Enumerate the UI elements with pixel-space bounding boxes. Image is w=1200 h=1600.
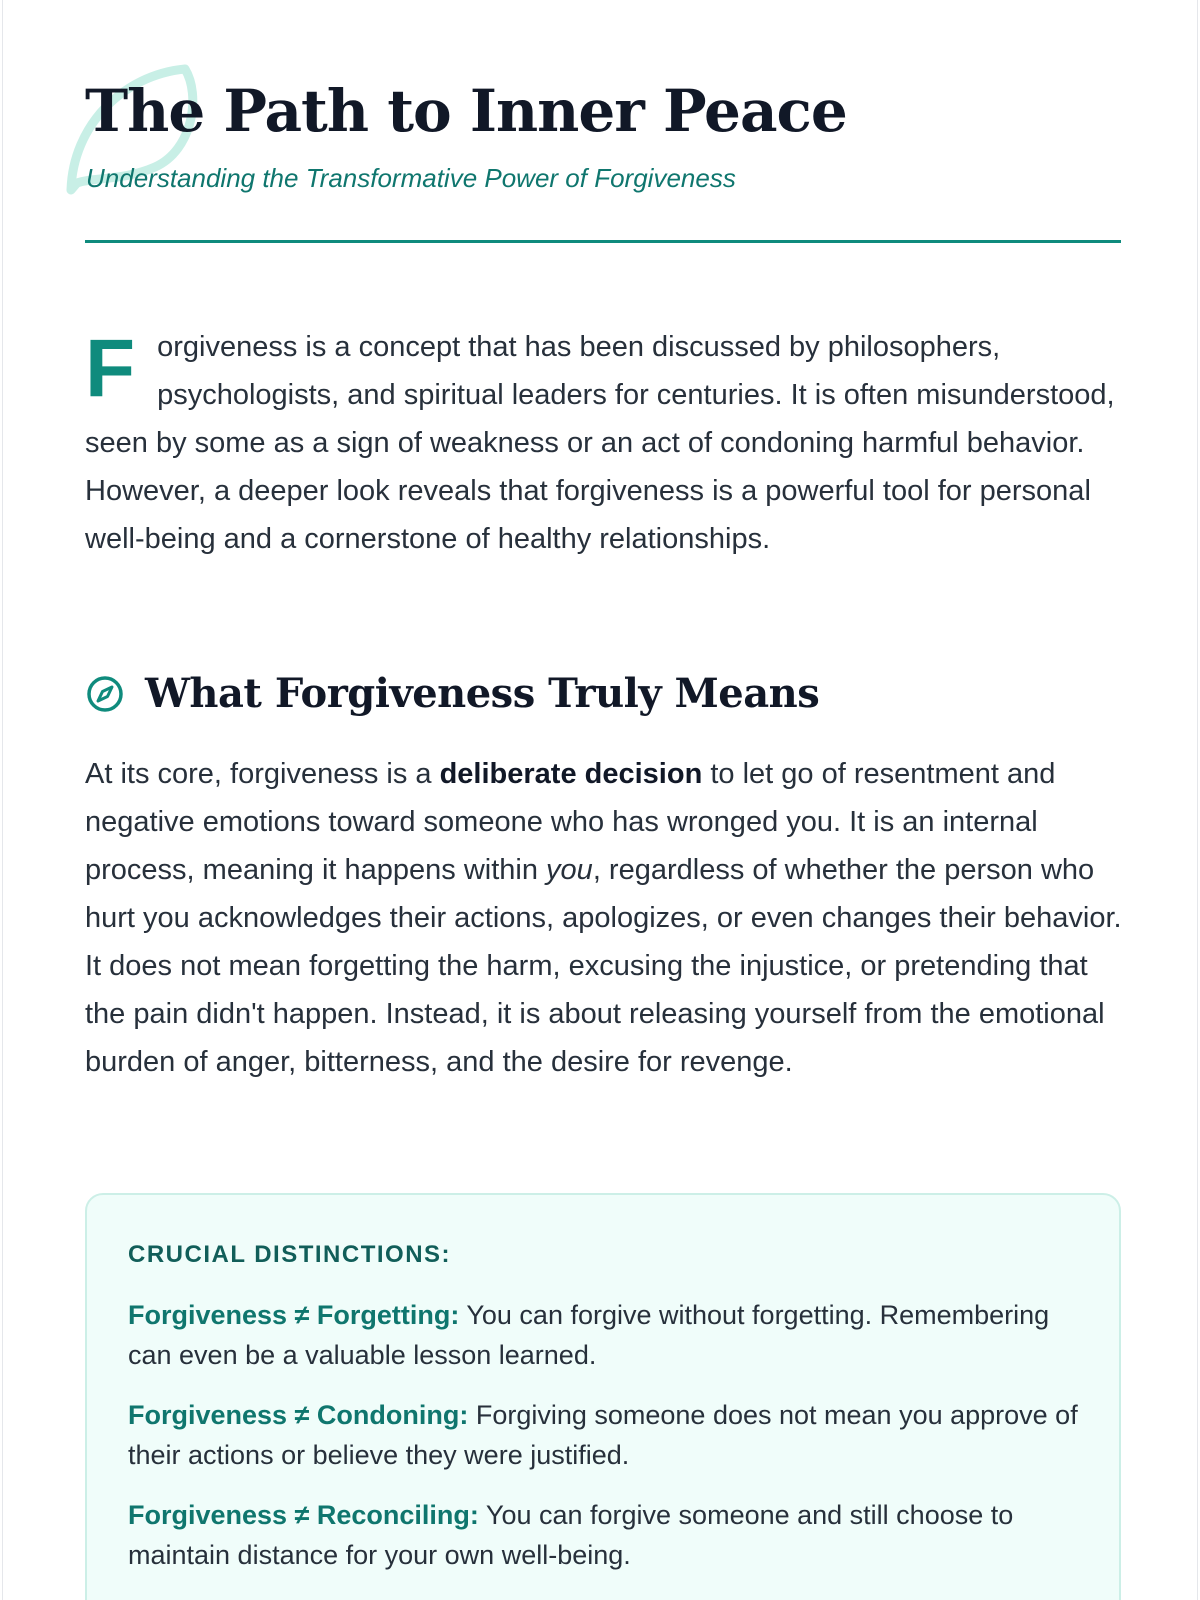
article-page [2, 0, 1198, 1600]
distinction-text: You can forgive someone and still choose to maintain distance for your own well-being. [128, 1500, 1014, 1570]
distinctions-callout [85, 1193, 1121, 1600]
section-title: What Forgiveness Truly Means [145, 670, 820, 717]
section-heading [85, 670, 819, 717]
distinction-item [128, 1395, 1079, 1475]
callout-heading: CRUCIAL DISTINCTIONS: [128, 1241, 452, 1268]
distinction-item [128, 1495, 1079, 1575]
page-subtitle: Understanding the Transformative Power of Forgiveness [86, 163, 736, 193]
section-paragraph [85, 750, 1125, 1086]
intro-paragraph [85, 323, 1121, 563]
distinction-term: Forgiveness ≠ Reconciling: [128, 1500, 479, 1530]
emphasis-bold: deliberate decision [439, 758, 703, 790]
header-divider [85, 240, 1121, 243]
distinction-text: Forgiving someone does not mean you approve of their actions or believe they were justified. [128, 1400, 1078, 1470]
intro-text: orgiveness is a concept that has been discussed by philosophers, psychologists, and spiritual leaders for centuries. It is often misunderstood, seen by some as a sign of weakness or an act of condoning harmful behavior. However, a deeper look reveals that forgiveness is a powerful tool for personal well-being and a cornerstone of healthy relationships. [85, 331, 1115, 555]
page-title: The Path to Inner Peace [85, 77, 847, 145]
paragraph-text: At its core, forgiveness is a [85, 758, 440, 790]
drop-cap: F [85, 323, 136, 414]
paragraph-text: to let go of resentment and negative emotions toward someone who has wronged you. It is an internal process, meaning it happens within [85, 758, 1056, 886]
distinction-term: Forgiveness ≠ Forgetting: [128, 1300, 460, 1330]
distinction-item [128, 1295, 1079, 1375]
distinction-text: You can forgive without forgetting. Remembering can even be a valuable lesson learned. [128, 1300, 1050, 1370]
paragraph-text: , regardless of whether the person who hurt you acknowledges their actions, apologizes, or even changes their behavior. It does not mean forgetting the harm, excusing the injustice, or pretending that the pain didn't happen. Instead, it is about releasing yourself from the emotional burden of anger, bitterness, and the desire for revenge. [85, 854, 1122, 1078]
emphasis-italic: you [546, 854, 593, 886]
distinction-term: Forgiveness ≠ Condoning: [128, 1400, 469, 1430]
compass-icon [85, 674, 125, 714]
